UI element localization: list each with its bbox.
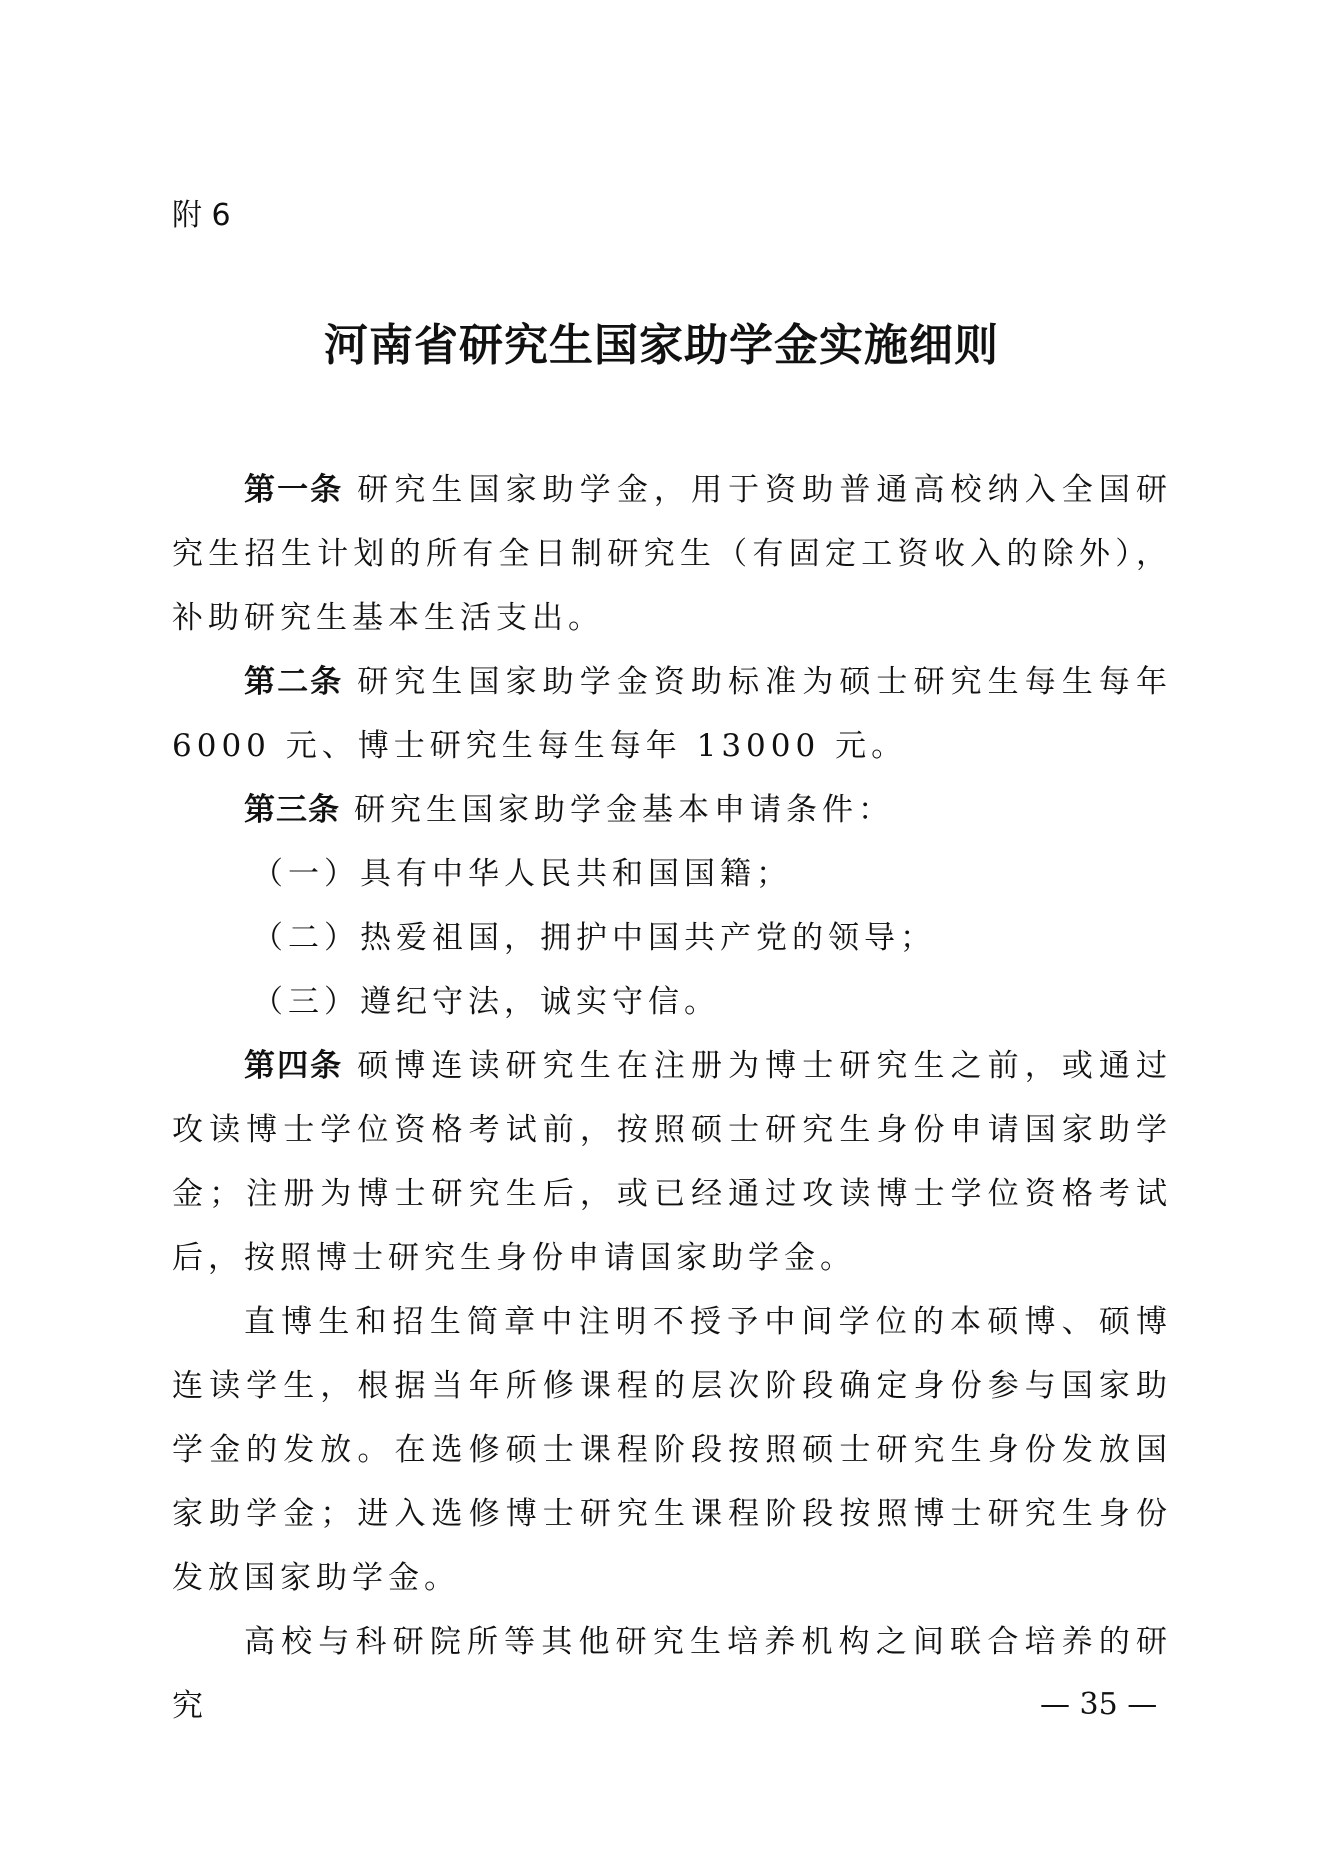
article-3-text: 研究生国家助学金基本申请条件： [354, 792, 894, 828]
article-4-paragraph-3: 高校与科研院所等其他研究生培养机构之间联合培养的研究 [172, 1624, 1172, 1724]
article-1 [172, 458, 1172, 650]
article-3-heading: 第三条 [244, 792, 340, 828]
attachment-label: 附 6 [172, 198, 231, 233]
article-3 [172, 778, 1172, 842]
article-1-text: 研究生国家助学金，用于资助普通高校纳入全国研究生招生计划的所有全日制研究生（有固定工资收入的除外），补助研究生基本生活支出。 [172, 472, 1172, 636]
article-2-heading: 第二条 [244, 664, 344, 700]
article-1-heading: 第一条 [244, 472, 344, 508]
condition-item-2: （二）热爱祖国，拥护中国共产党的领导； [252, 920, 936, 956]
article-2-text: 研究生国家助学金资助标准为硕士研究生每生每年6000 元、博士研究生每生每年 13000 元。 [172, 664, 1172, 764]
condition-item-3: （三）遵纪守法，诚实守信。 [252, 984, 720, 1020]
article-4 [172, 1034, 1172, 1290]
page-number: — 35 — [1040, 1687, 1158, 1722]
document-body [172, 458, 1172, 1738]
article-2 [172, 650, 1172, 778]
article-4-heading: 第四条 [244, 1048, 344, 1084]
document-title: 河南省研究生国家助学金实施细则 [324, 320, 999, 371]
article-4-paragraph-2: 直博生和招生简章中注明不授予中间学位的本硕博、硕博连读学生，根据当年所修课程的层次阶段确定身份参与国家助学金的发放。在选修硕士课程阶段按照硕士研究生身份发放国家助学金；进入选修博士研究生课程阶段按照博士研究生身份发放国家助学金。 [172, 1304, 1172, 1596]
condition-item-1: （一）具有中华人民共和国国籍； [252, 856, 792, 892]
article-4-text: 硕博连读研究生在注册为博士研究生之前，或通过攻读博士学位资格考试前，按照硕士研究生身份申请国家助学金；注册为博士研究生后，或已经通过攻读博士学位资格考试后，按照博士研究生身份申请国家助学金。 [172, 1048, 1172, 1276]
